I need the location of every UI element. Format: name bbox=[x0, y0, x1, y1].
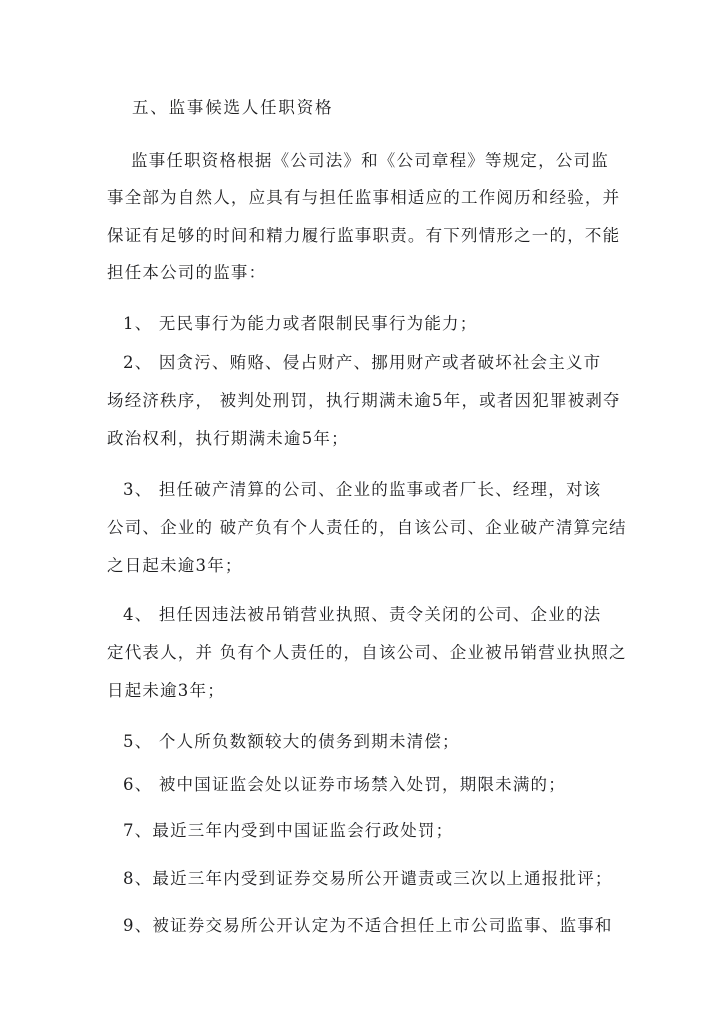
list-item-5: 5、 个人所负数额较大的债务到期未清偿； bbox=[123, 732, 460, 751]
intro-line: 保证有足够的时间和精力履行监事职责。有下列情形之一的，不能 bbox=[107, 226, 621, 245]
list-item-7: 7、最近三年内受到中国证监会行政处罚； bbox=[123, 821, 454, 840]
list-item-9: 9、被证券交易所公开认定为不适合担任上市公司监事、监事和 bbox=[123, 916, 613, 935]
list-item-1: 1、 无民事行为能力或者限制民事行为能力； bbox=[123, 314, 478, 333]
intro-line: 担任本公司的监事： bbox=[107, 263, 267, 282]
list-item-6: 6、 被中国证监会处以证券市场禁入处罚，期限未满的； bbox=[123, 775, 566, 794]
list-item-2: 2、 因贪污、贿赂、侵占财产、挪用财产或者破坏社会主义市 bbox=[123, 353, 602, 372]
list-item-4-cont: 日起未逾3年； bbox=[107, 681, 225, 700]
list-item-8: 8、最近三年内受到证券交易所公开谴责或三次以上通报批评； bbox=[123, 869, 613, 888]
list-item-4-cont: 定代表人，并 负有个人责任的，自该公司、企业被吊销营业执照之 bbox=[107, 643, 627, 662]
list-item-3: 3、 担任破产清算的公司、企业的监事或者厂长、经理，对该 bbox=[123, 480, 602, 499]
list-item-2-cont: 场经济秩序， 被判处刑罚，执行期满未逾5年，或者因犯罪被剥夺 bbox=[107, 391, 621, 410]
intro-line: 监事任职资格根据《公司法》和《公司章程》等规定，公司监 bbox=[131, 151, 609, 170]
section-heading: 五、监事候选人任职资格 bbox=[132, 98, 334, 117]
intro-line: 事全部为自然人，应具有与担任监事相适应的工作阅历和经验，并 bbox=[107, 188, 621, 207]
list-item-2-cont: 政治权利，执行期满未逾5年； bbox=[107, 429, 349, 448]
list-item-3-cont: 之日起未逾3年； bbox=[107, 556, 243, 575]
list-item-4: 4、 担任因违法被吊销营业执照、责令关闭的公司、企业的法 bbox=[123, 605, 602, 624]
list-item-3-cont: 公司、企业的 破产负有个人责任的，自该公司、企业破产清算完结 bbox=[107, 518, 627, 537]
